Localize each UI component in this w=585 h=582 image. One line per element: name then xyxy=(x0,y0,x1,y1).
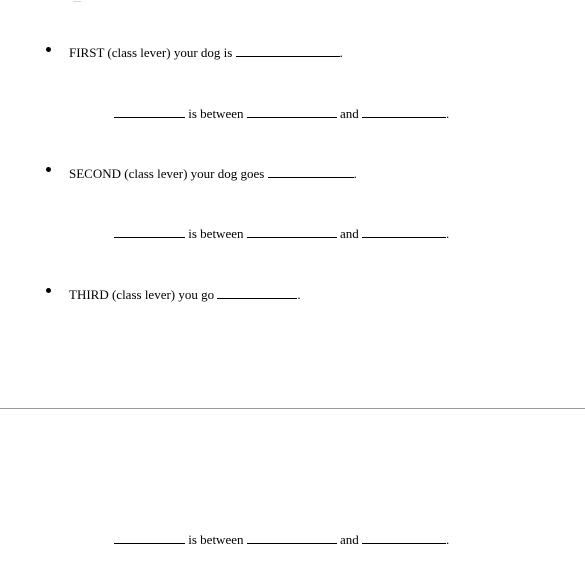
between-row-1-blank-c[interactable] xyxy=(362,105,446,118)
bullet-2 xyxy=(46,167,51,172)
between-row-2-blank-b[interactable] xyxy=(247,225,337,238)
between-row-1-middle: is between xyxy=(185,106,247,121)
between-row-3-blank-a[interactable] xyxy=(114,531,185,544)
item-first xyxy=(69,44,343,61)
between-row-2-blank-a[interactable] xyxy=(114,225,185,238)
item-second-text: SECOND (class lever) your dog goes xyxy=(69,166,268,181)
between-row-3 xyxy=(114,531,449,548)
item-first-blank[interactable] xyxy=(236,44,340,57)
item-first-text: FIRST (class lever) your dog is xyxy=(69,45,236,60)
between-row-3-blank-b[interactable] xyxy=(247,531,337,544)
item-first-end: . xyxy=(339,45,343,60)
between-row-3-end: . xyxy=(446,532,450,547)
bullet-3 xyxy=(46,288,51,293)
between-row-3-and: and xyxy=(336,532,363,547)
item-third-end: . xyxy=(297,287,301,302)
item-second xyxy=(69,165,357,182)
between-row-3-blank-c[interactable] xyxy=(362,531,446,544)
between-row-1-blank-b[interactable] xyxy=(247,105,337,118)
item-third xyxy=(69,286,301,303)
between-row-1-blank-a[interactable] xyxy=(114,105,185,118)
between-row-2 xyxy=(114,225,449,242)
between-row-1-end: . xyxy=(446,106,450,121)
between-row-2-and: and xyxy=(336,226,363,241)
bullet-1 xyxy=(46,47,51,52)
between-row-1 xyxy=(114,105,449,122)
between-row-3-middle: is between xyxy=(185,532,247,547)
item-second-end: . xyxy=(353,166,357,181)
between-row-2-middle: is between xyxy=(185,226,247,241)
item-third-text: THIRD (class lever) you go xyxy=(69,287,218,302)
item-second-blank[interactable] xyxy=(268,165,354,178)
between-row-2-end: . xyxy=(446,226,450,241)
between-row-2-blank-c[interactable] xyxy=(362,225,446,238)
previous-page-fragment xyxy=(73,0,81,2)
item-third-blank[interactable] xyxy=(217,286,297,299)
page-divider xyxy=(0,408,585,409)
between-row-1-and: and xyxy=(336,106,363,121)
